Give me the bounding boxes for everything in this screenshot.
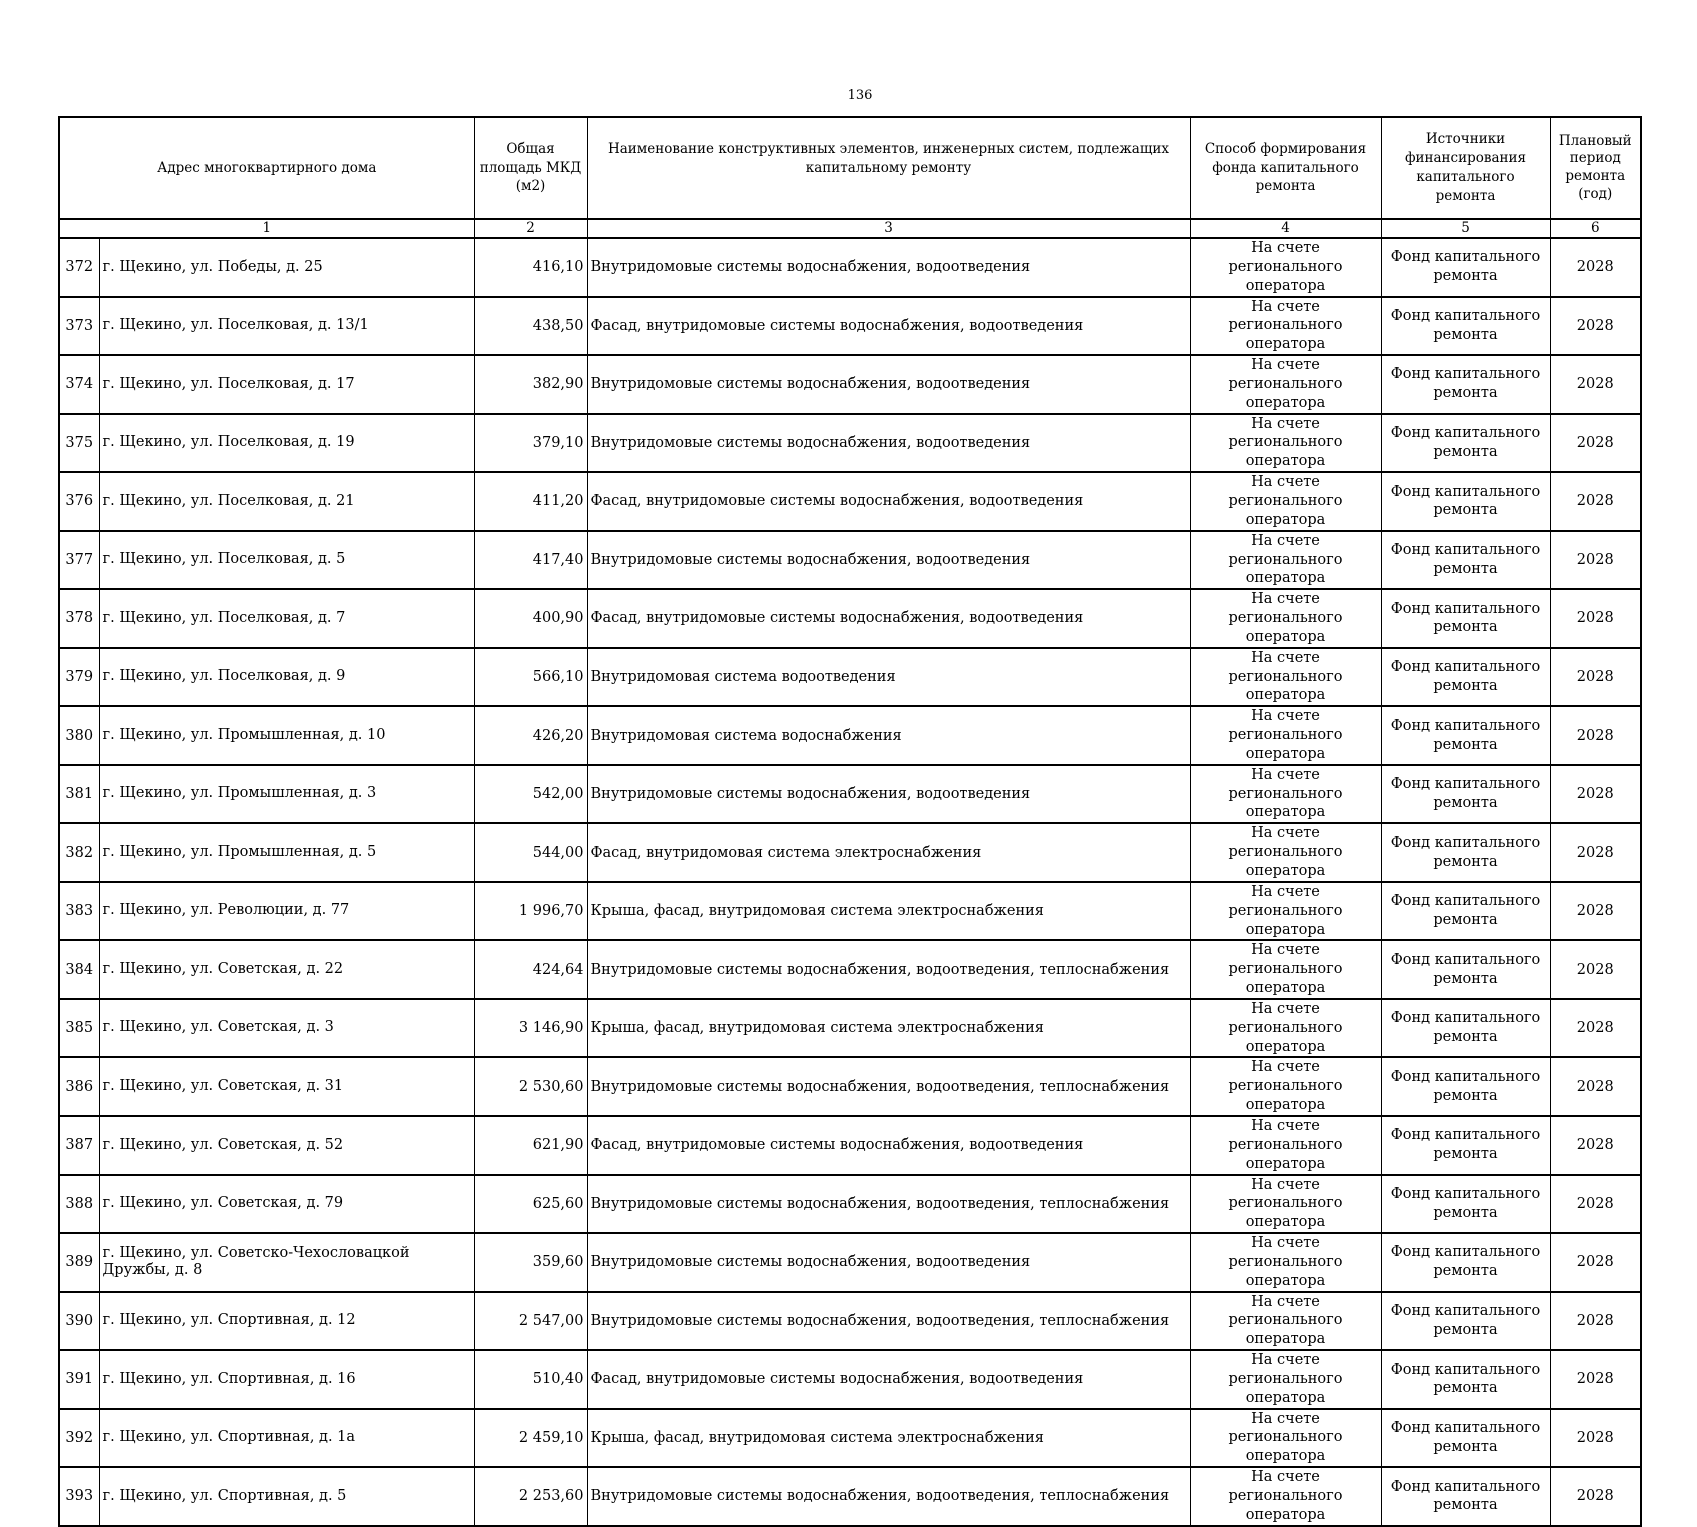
row-financing-source xyxy=(1381,472,1550,531)
row-year: 2028 xyxy=(1550,1292,1641,1351)
row-fund-method xyxy=(1190,355,1381,414)
row-year: 2028 xyxy=(1550,999,1641,1058)
row-financing-source xyxy=(1381,1057,1550,1116)
table-row xyxy=(59,1467,1641,1526)
row-fund-line: На счете регионального xyxy=(1228,942,1343,978)
header-elements-line: Наименование конструктивных элементов, инженерных систем, подлежащих xyxy=(607,141,1170,158)
row-number: 372 xyxy=(59,238,99,297)
row-elements: Крыша, фасад, внутридомовая система электроснабжения xyxy=(587,1409,1190,1468)
row-fund-line: На счете регионального xyxy=(1228,766,1343,802)
row-source-line: Фонд капитального xyxy=(1390,600,1541,617)
row-fund-line: На счете регионального xyxy=(1228,1410,1343,1446)
row-elements: Фасад, внутридомовая система электроснабжения xyxy=(587,823,1190,882)
row-fund-method xyxy=(1190,1409,1381,1468)
row-source-line: ремонта xyxy=(1433,1321,1498,1338)
row-fund-line: оператора xyxy=(1245,570,1326,587)
row-source-line: ремонта xyxy=(1433,1087,1498,1104)
table-row xyxy=(59,1233,1641,1292)
row-financing-source xyxy=(1381,1116,1550,1175)
row-fund-line: На счете регионального xyxy=(1228,532,1343,568)
row-address: г. Щекино, ул. Советская, д. 52 xyxy=(99,1116,474,1175)
row-source-line: ремонта xyxy=(1433,619,1498,636)
row-fund-method xyxy=(1190,1057,1381,1116)
row-number: 387 xyxy=(59,1116,99,1175)
row-fund-line: На счете регионального xyxy=(1228,1117,1343,1153)
row-fund-line: оператора xyxy=(1245,277,1326,294)
row-elements: Внутридомовые системы водоснабжения, водоотведения, теплоснабжения xyxy=(587,1467,1190,1526)
row-year: 2028 xyxy=(1550,1409,1641,1468)
row-fund-method xyxy=(1190,823,1381,882)
header-fund xyxy=(1190,117,1381,219)
table-row xyxy=(59,1116,1641,1175)
capital-repair-table xyxy=(58,116,1642,1527)
row-fund-line: оператора xyxy=(1245,394,1326,411)
row-number: 379 xyxy=(59,648,99,707)
header-fund-line: ремонта xyxy=(1255,178,1316,195)
row-fund-line: На счете регионального xyxy=(1228,883,1343,919)
row-fund-line: оператора xyxy=(1245,1038,1326,1055)
row-financing-source xyxy=(1381,823,1550,882)
row-source-line: Фонд капитального xyxy=(1390,776,1541,793)
row-source-line: ремонта xyxy=(1433,853,1498,870)
row-number: 390 xyxy=(59,1292,99,1351)
row-source-line: Фонд капитального xyxy=(1390,1361,1541,1378)
row-fund-line: На счете регионального xyxy=(1228,591,1343,627)
row-area: 1 996,70 xyxy=(474,882,587,941)
row-elements: Фасад, внутридомовые системы водоснабжения, водоотведения xyxy=(587,297,1190,356)
row-source-line: Фонд капитального xyxy=(1390,717,1541,734)
row-source-line: Фонд капитального xyxy=(1390,1478,1541,1495)
row-number: 378 xyxy=(59,589,99,648)
row-fund-line: оператора xyxy=(1245,1272,1326,1289)
row-year: 2028 xyxy=(1550,1467,1641,1526)
row-financing-source xyxy=(1381,355,1550,414)
row-area: 510,40 xyxy=(474,1350,587,1409)
row-address: г. Щекино, ул. Промышленная, д. 10 xyxy=(99,706,474,765)
row-fund-line: На счете регионального xyxy=(1228,1059,1343,1095)
row-elements: Внутридомовые системы водоснабжения, водоотведения xyxy=(587,531,1190,590)
header-fund-line: Способ формирования xyxy=(1204,140,1367,157)
row-financing-source xyxy=(1381,765,1550,824)
row-area: 544,00 xyxy=(474,823,587,882)
row-elements: Внутридомовые системы водоснабжения, водоотведения xyxy=(587,355,1190,414)
row-fund-method xyxy=(1190,706,1381,765)
row-fund-line: оператора xyxy=(1245,921,1326,938)
header-elements-line: капитальному ремонту xyxy=(805,160,972,176)
row-fund-line: На счете регионального xyxy=(1228,649,1343,685)
row-year: 2028 xyxy=(1550,1057,1641,1116)
table-row xyxy=(59,765,1641,824)
row-elements: Внутридомовые системы водоснабжения, водоотведения, теплоснабжения xyxy=(587,1175,1190,1234)
header-source xyxy=(1381,117,1550,219)
row-source-line: ремонта xyxy=(1433,1497,1498,1514)
row-elements: Фасад, внутридомовые системы водоснабжения, водоотведения xyxy=(587,1350,1190,1409)
table-row xyxy=(59,355,1641,414)
row-number: 375 xyxy=(59,414,99,473)
header-source-line: капитального ремонта xyxy=(1416,169,1515,204)
header-area xyxy=(474,117,587,219)
row-source-line: ремонта xyxy=(1433,268,1498,285)
row-fund-method xyxy=(1190,531,1381,590)
row-year: 2028 xyxy=(1550,531,1641,590)
row-financing-source xyxy=(1381,1233,1550,1292)
row-financing-source xyxy=(1381,414,1550,473)
row-address: г. Щекино, ул. Спортивная, д. 16 xyxy=(99,1350,474,1409)
row-source-line: Фонд капитального xyxy=(1390,659,1541,676)
row-number: 389 xyxy=(59,1233,99,1292)
header-period-line: (год) xyxy=(1578,185,1613,202)
row-source-line: Фонд капитального xyxy=(1390,893,1541,910)
row-financing-source xyxy=(1381,999,1550,1058)
row-number: 393 xyxy=(59,1467,99,1526)
row-area: 438,50 xyxy=(474,297,587,356)
row-elements: Внутридомовая система водоснабжения xyxy=(587,706,1190,765)
row-area: 542,00 xyxy=(474,765,587,824)
row-source-line: ремонта xyxy=(1433,1380,1498,1397)
row-source-line: ремонта xyxy=(1433,677,1498,694)
row-source-line: Фонд капитального xyxy=(1390,249,1541,266)
row-fund-line: оператора xyxy=(1245,804,1326,821)
row-fund-method xyxy=(1190,297,1381,356)
column-number-row xyxy=(59,219,1641,238)
row-source-line: ремонта xyxy=(1433,912,1498,929)
row-elements: Внутридомовые системы водоснабжения, водоотведения, теплоснабжения xyxy=(587,1292,1190,1351)
row-fund-line: оператора xyxy=(1245,336,1326,353)
row-source-line: Фонд капитального xyxy=(1390,483,1541,500)
row-fund-method xyxy=(1190,1116,1381,1175)
row-address: г. Щекино, ул. Поселковая, д. 19 xyxy=(99,414,474,473)
row-fund-line: оператора xyxy=(1245,1155,1326,1172)
row-fund-line: оператора xyxy=(1245,1448,1326,1465)
row-elements: Внутридомовая система водоотведения xyxy=(587,648,1190,707)
row-financing-source xyxy=(1381,238,1550,297)
row-elements: Внутридомовые системы водоснабжения, водоотведения, теплоснабжения xyxy=(587,1057,1190,1116)
table-row xyxy=(59,1175,1641,1234)
header-area-line: Общая xyxy=(506,140,555,157)
row-source-line: Фонд капитального xyxy=(1390,834,1541,851)
row-number: 391 xyxy=(59,1350,99,1409)
row-source-line: ремонта xyxy=(1433,795,1498,812)
row-address: г. Щекино, ул. Советская, д. 79 xyxy=(99,1175,474,1234)
column-number: 2 xyxy=(474,219,587,238)
row-fund-method xyxy=(1190,1350,1381,1409)
row-source-line: Фонд капитального xyxy=(1390,1420,1541,1437)
row-source-line: ремонта xyxy=(1433,1029,1498,1046)
row-year: 2028 xyxy=(1550,706,1641,765)
row-year: 2028 xyxy=(1550,355,1641,414)
row-elements: Внутридомовые системы водоснабжения, водоотведения xyxy=(587,765,1190,824)
row-address: г. Щекино, ул. Спортивная, д. 12 xyxy=(99,1292,474,1351)
row-financing-source xyxy=(1381,1350,1550,1409)
row-financing-source xyxy=(1381,1467,1550,1526)
header-period-line: ремонта xyxy=(1565,168,1626,184)
row-fund-method xyxy=(1190,765,1381,824)
row-area: 424,64 xyxy=(474,940,587,999)
row-number: 386 xyxy=(59,1057,99,1116)
row-area: 625,60 xyxy=(474,1175,587,1234)
row-area: 2 459,10 xyxy=(474,1409,587,1468)
header-elements xyxy=(587,117,1190,219)
row-fund-line: оператора xyxy=(1245,980,1326,997)
table-row xyxy=(59,238,1641,297)
row-year: 2028 xyxy=(1550,823,1641,882)
row-year: 2028 xyxy=(1550,238,1641,297)
row-fund-line: На счете регионального xyxy=(1228,1469,1343,1504)
row-fund-line: На счете регионального xyxy=(1228,1235,1343,1270)
row-area: 566,10 xyxy=(474,648,587,707)
page-number: 136 xyxy=(847,88,873,103)
row-fund-line: На счете регионального xyxy=(1228,357,1343,392)
row-source-line: ремонта xyxy=(1433,443,1498,460)
row-number: 381 xyxy=(59,765,99,824)
row-source-line: Фонд капитального xyxy=(1390,542,1541,559)
row-number: 376 xyxy=(59,472,99,531)
row-address: г. Щекино, ул. Поселковая, д. 17 xyxy=(99,355,474,414)
row-source-line: ремонта xyxy=(1433,560,1498,577)
row-year: 2028 xyxy=(1550,1233,1641,1292)
row-area: 417,40 xyxy=(474,531,587,590)
row-elements: Внутридомовые системы водоснабжения, водоотведения, теплоснабжения xyxy=(587,940,1190,999)
row-area: 2 253,60 xyxy=(474,1467,587,1526)
table-row xyxy=(59,1350,1641,1409)
row-source-line: Фонд капитального xyxy=(1390,1244,1541,1261)
row-year: 2028 xyxy=(1550,1350,1641,1409)
row-source-line: ремонта xyxy=(1433,970,1498,987)
row-source-line: Фонд капитального xyxy=(1390,1068,1541,1085)
table-row xyxy=(59,823,1641,882)
row-address: г. Щекино, ул. Революции, д. 77 xyxy=(99,882,474,941)
row-financing-source xyxy=(1381,940,1550,999)
row-number: 377 xyxy=(59,531,99,590)
row-source-line: ремонта xyxy=(1433,326,1498,343)
table-row xyxy=(59,999,1641,1058)
header-area-line: (м2) xyxy=(515,178,546,195)
row-financing-source xyxy=(1381,706,1550,765)
row-financing-source xyxy=(1381,1409,1550,1468)
row-financing-source xyxy=(1381,297,1550,356)
row-elements: Фасад, внутридомовые системы водоснабжения, водоотведения xyxy=(587,472,1190,531)
row-fund-line: оператора xyxy=(1245,1506,1326,1523)
row-financing-source xyxy=(1381,1292,1550,1351)
row-fund-line: оператора xyxy=(1245,1389,1326,1406)
row-fund-method xyxy=(1190,414,1381,473)
row-source-line: ремонта xyxy=(1433,502,1498,519)
row-source-line: Фонд капитального xyxy=(1390,1010,1541,1027)
table-row xyxy=(59,882,1641,941)
row-elements: Внутридомовые системы водоснабжения, водоотведения xyxy=(587,238,1190,297)
row-area: 382,90 xyxy=(474,355,587,414)
row-address: г. Щекино, ул. Советско-Чехословацкой Дружбы, д. 8 xyxy=(99,1233,474,1292)
row-financing-source xyxy=(1381,882,1550,941)
row-area: 416,10 xyxy=(474,238,587,297)
table-body xyxy=(59,238,1641,1526)
row-area: 359,60 xyxy=(474,1233,587,1292)
row-financing-source xyxy=(1381,1175,1550,1234)
row-address: г. Щекино, ул. Поселковая, д. 7 xyxy=(99,589,474,648)
row-source-line: ремонта xyxy=(1433,1146,1498,1163)
row-address: г. Щекино, ул. Поселковая, д. 21 xyxy=(99,472,474,531)
row-fund-method xyxy=(1190,1467,1381,1526)
row-fund-method xyxy=(1190,1292,1381,1351)
row-source-line: ремонта xyxy=(1433,1204,1498,1221)
row-area: 2 547,00 xyxy=(474,1292,587,1351)
row-elements: Фасад, внутридомовые системы водоснабжения, водоотведения xyxy=(587,1116,1190,1175)
row-fund-line: На счете регионального xyxy=(1228,298,1343,334)
row-fund-method xyxy=(1190,472,1381,531)
row-number: 383 xyxy=(59,882,99,941)
table-row xyxy=(59,531,1641,590)
column-number: 6 xyxy=(1550,219,1641,238)
row-area: 2 530,60 xyxy=(474,1057,587,1116)
row-area: 3 146,90 xyxy=(474,999,587,1058)
row-fund-method xyxy=(1190,648,1381,707)
row-year: 2028 xyxy=(1550,414,1641,473)
table-row xyxy=(59,1057,1641,1116)
row-source-line: Фонд капитального xyxy=(1390,951,1541,968)
row-fund-method xyxy=(1190,940,1381,999)
row-fund-line: оператора xyxy=(1245,1331,1326,1348)
column-number: 1 xyxy=(59,219,474,238)
row-address: г. Щекино, ул. Спортивная, д. 5 xyxy=(99,1467,474,1526)
row-fund-method xyxy=(1190,999,1381,1058)
row-address: г. Щекино, ул. Поселковая, д. 9 xyxy=(99,648,474,707)
table-row xyxy=(59,589,1641,648)
row-fund-line: оператора xyxy=(1245,511,1326,528)
header-period-line: Плановый xyxy=(1558,132,1632,149)
row-year: 2028 xyxy=(1550,940,1641,999)
row-fund-method xyxy=(1190,1233,1381,1292)
row-address: г. Щекино, ул. Советская, д. 22 xyxy=(99,940,474,999)
row-year: 2028 xyxy=(1550,1175,1641,1234)
row-number: 373 xyxy=(59,297,99,356)
row-year: 2028 xyxy=(1550,882,1641,941)
row-area: 621,90 xyxy=(474,1116,587,1175)
row-fund-line: На счете регионального xyxy=(1228,1176,1343,1212)
row-fund-line: оператора xyxy=(1245,628,1326,645)
row-source-line: Фонд капитального xyxy=(1390,425,1541,442)
row-elements: Крыша, фасад, внутридомовая система электроснабжения xyxy=(587,999,1190,1058)
row-fund-line: На счете регионального xyxy=(1228,1352,1343,1387)
row-source-line: ремонта xyxy=(1433,1438,1498,1455)
row-address: г. Щекино, ул. Промышленная, д. 5 xyxy=(99,823,474,882)
table-row xyxy=(59,414,1641,473)
row-fund-line: На счете регионального xyxy=(1228,825,1343,861)
row-financing-source xyxy=(1381,648,1550,707)
row-source-line: Фонд капитального xyxy=(1390,1127,1541,1144)
row-year: 2028 xyxy=(1550,589,1641,648)
header-source-line: финансирования xyxy=(1404,150,1527,167)
row-area: 411,20 xyxy=(474,472,587,531)
row-address: г. Щекино, ул. Советская, д. 31 xyxy=(99,1057,474,1116)
table-row xyxy=(59,1292,1641,1351)
header-fund-line: фонда капитального xyxy=(1212,159,1359,176)
row-fund-method xyxy=(1190,589,1381,648)
row-address: г. Щекино, ул. Победы, д. 25 xyxy=(99,238,474,297)
row-address: г. Щекино, ул. Промышленная, д. 3 xyxy=(99,765,474,824)
row-number: 382 xyxy=(59,823,99,882)
column-number: 4 xyxy=(1190,219,1381,238)
row-fund-line: оператора xyxy=(1245,1097,1326,1114)
row-address: г. Щекино, ул. Советская, д. 3 xyxy=(99,999,474,1058)
header-period xyxy=(1550,117,1641,219)
column-number: 5 xyxy=(1381,219,1550,238)
row-fund-line: оператора xyxy=(1245,745,1326,762)
row-source-line: ремонта xyxy=(1433,385,1498,402)
row-year: 2028 xyxy=(1550,765,1641,824)
row-elements: Фасад, внутридомовые системы водоснабжения, водоотведения xyxy=(587,589,1190,648)
header-address: Адрес многоквартирного дома xyxy=(59,117,474,219)
row-fund-line: оператора xyxy=(1245,1214,1326,1231)
row-address: г. Щекино, ул. Поселковая, д. 5 xyxy=(99,531,474,590)
table-row xyxy=(59,940,1641,999)
row-source-line: ремонта xyxy=(1433,736,1498,753)
row-financing-source xyxy=(1381,589,1550,648)
row-year: 2028 xyxy=(1550,297,1641,356)
row-address: г. Щекино, ул. Спортивная, д. 1а xyxy=(99,1409,474,1468)
header-area-line: площадь МКД xyxy=(479,159,582,176)
row-fund-method xyxy=(1190,238,1381,297)
row-year: 2028 xyxy=(1550,648,1641,707)
row-area: 379,10 xyxy=(474,414,587,473)
header-source-line: Источники xyxy=(1425,131,1506,148)
row-fund-line: На счете регионального xyxy=(1228,1000,1343,1036)
row-number: 380 xyxy=(59,706,99,765)
header-row xyxy=(59,117,1641,219)
row-financing-source xyxy=(1381,531,1550,590)
row-year: 2028 xyxy=(1550,1116,1641,1175)
row-year: 2028 xyxy=(1550,472,1641,531)
row-fund-method xyxy=(1190,882,1381,941)
row-number: 374 xyxy=(59,355,99,414)
row-source-line: Фонд капитального xyxy=(1390,366,1541,383)
row-source-line: Фонд капитального xyxy=(1390,307,1541,324)
table-row xyxy=(59,648,1641,707)
row-source-line: Фонд капитального xyxy=(1390,1302,1541,1319)
row-address: г. Щекино, ул. Поселковая, д. 13/1 xyxy=(99,297,474,356)
row-area: 426,20 xyxy=(474,706,587,765)
row-fund-line: На счете регионального xyxy=(1228,240,1343,275)
row-fund-line: На счете регионального xyxy=(1228,415,1343,451)
row-fund-line: оператора xyxy=(1245,863,1326,879)
row-source-line: Фонд капитального xyxy=(1390,1185,1541,1202)
row-source-line: ремонта xyxy=(1433,1263,1498,1280)
row-number: 385 xyxy=(59,999,99,1058)
row-fund-line: На счете регионального xyxy=(1228,708,1343,744)
header-period-line: период xyxy=(1569,150,1621,167)
row-fund-method xyxy=(1190,1175,1381,1234)
row-elements: Внутридомовые системы водоснабжения, водоотведения xyxy=(587,414,1190,473)
table-row xyxy=(59,297,1641,356)
row-elements: Крыша, фасад, внутридомовая система электроснабжения xyxy=(587,882,1190,941)
table-row xyxy=(59,472,1641,531)
row-fund-line: оператора xyxy=(1245,687,1326,704)
table-row xyxy=(59,1409,1641,1468)
row-fund-line: На счете регионального xyxy=(1228,1293,1343,1329)
row-number: 392 xyxy=(59,1409,99,1468)
row-area: 400,90 xyxy=(474,589,587,648)
row-fund-line: оператора xyxy=(1245,453,1326,470)
row-fund-line: На счете регионального xyxy=(1228,474,1343,509)
row-elements: Внутридомовые системы водоснабжения, водоотведения xyxy=(587,1233,1190,1292)
table-row xyxy=(59,706,1641,765)
row-number: 388 xyxy=(59,1175,99,1234)
column-number: 3 xyxy=(587,219,1190,238)
row-number: 384 xyxy=(59,940,99,999)
